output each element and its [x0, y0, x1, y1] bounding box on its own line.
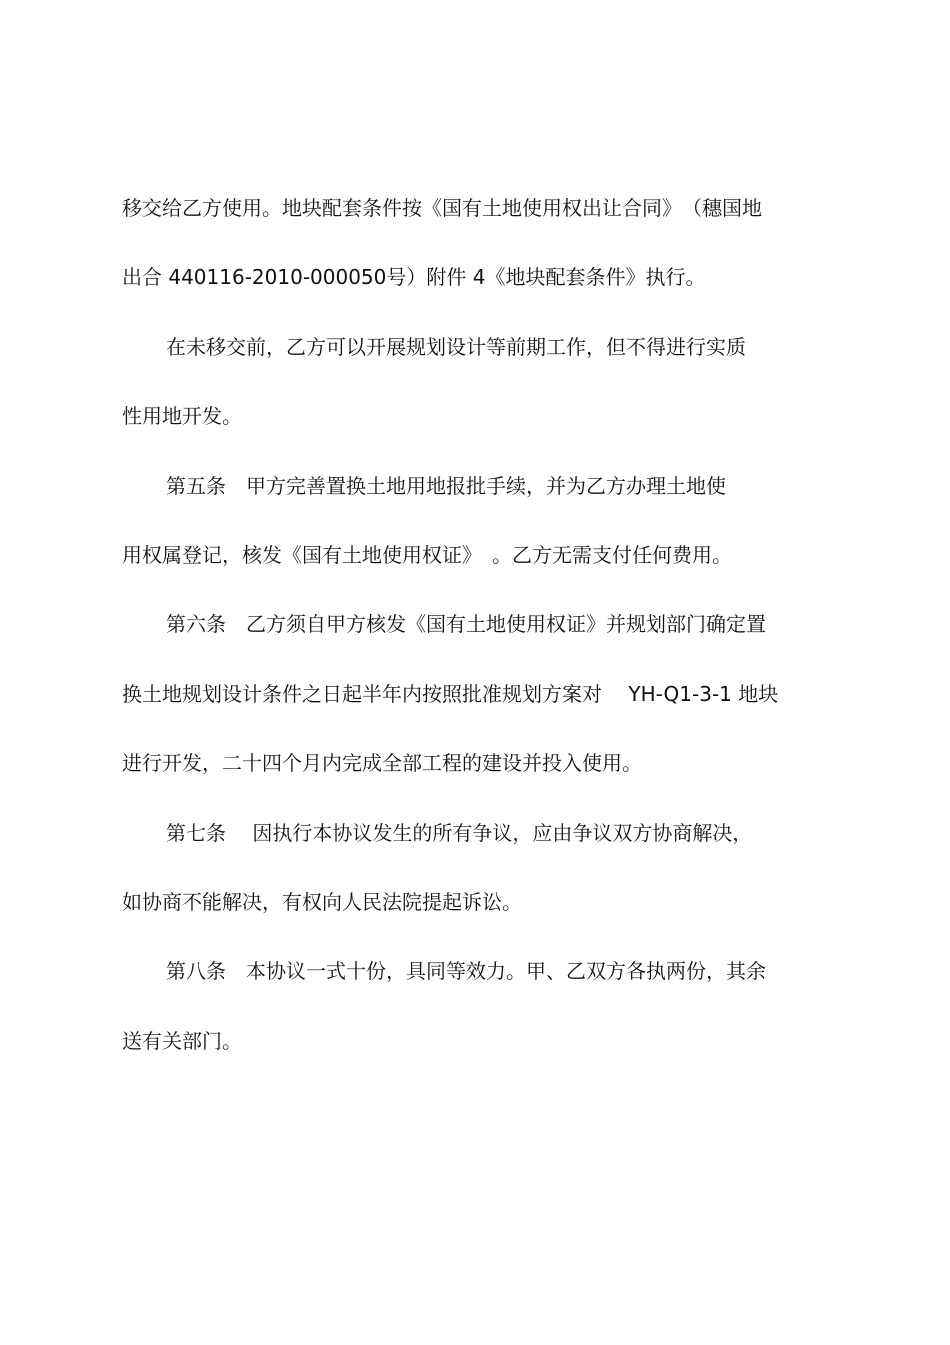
article-7-line-2: 如协商不能解决，有权向人民法院提起诉讼。: [122, 890, 522, 914]
article-5-line-2: 用权属登记，核发《国有土地使用权证》 。乙方无需支付任何费用。: [122, 543, 732, 567]
article-7-line-1: 第七条 因执行本协议发生的所有争议，应由争议双方协商解决，: [166, 821, 753, 845]
article-6-line-3: 进行开发，二十四个月内完成全部工程的建设并投入使用。: [122, 751, 642, 775]
paragraph-line-1: 移交给乙方使用。地块配套条件按《国有土地使用权出让合同》 （穗国地: [122, 196, 762, 220]
article-6-line-2: 换土地规划设计条件之日起半年内按照批准规划方案对 YH-Q1-3-1 地块: [122, 682, 779, 706]
article-5-line-1: 第五条 甲方完善置换土地用地报批手续，并为乙方办理土地使: [166, 474, 726, 498]
paragraph-line-3: 在未移交前，乙方可以开展规划设计等前期工作，但不得进行实质: [166, 335, 746, 359]
article-8-line-1: 第八条 本协议一式十份，具同等效力。甲、乙双方各执两份，其余: [166, 959, 766, 983]
article-8-line-2: 送有关部门。: [122, 1029, 242, 1053]
article-6-line-1: 第六条 乙方须自甲方核发《国有土地使用权证》并规划部门确定置: [166, 612, 766, 636]
paragraph-line-2: 出合 440116-2010-000050号）附件 4《地块配套条件》执行。: [122, 265, 706, 289]
paragraph-line-4: 性用地开发。: [122, 404, 242, 428]
